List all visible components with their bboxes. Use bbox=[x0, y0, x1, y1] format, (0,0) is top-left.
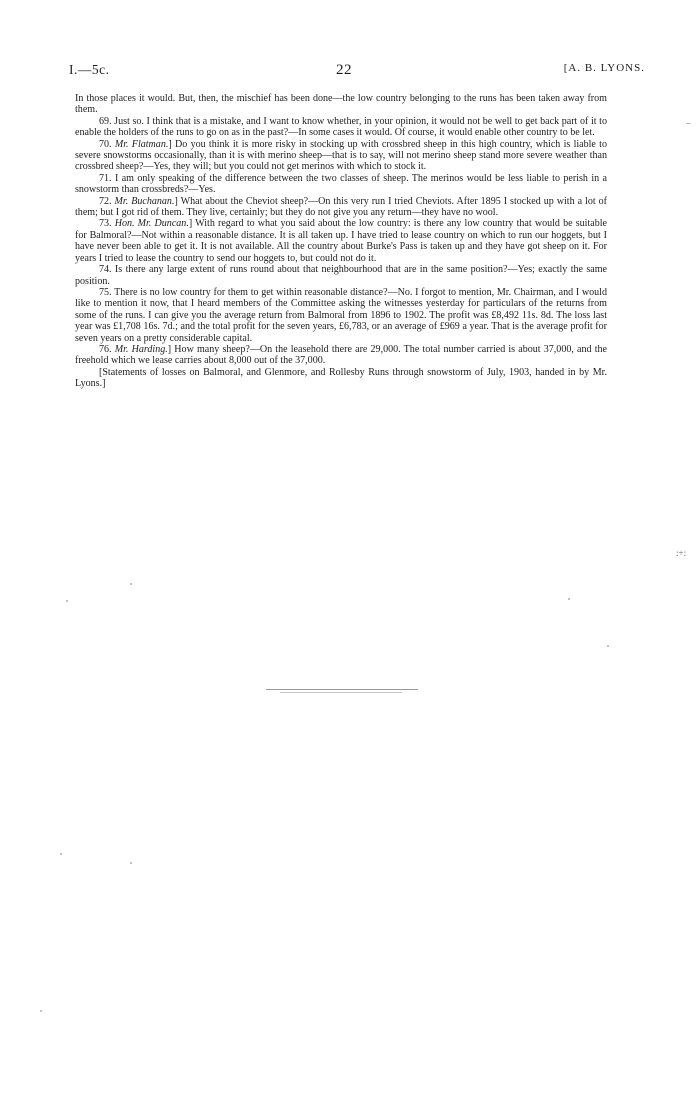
paragraph bbox=[75, 287, 607, 344]
paragraph-text: [Statements of losses on Balmoral, and Glenmore, and Rollesby Runs through snowstorm of July, 1903, handed in by Mr. Lyons.] bbox=[75, 366, 607, 390]
paper-speck bbox=[130, 862, 132, 864]
paragraph bbox=[75, 116, 607, 139]
speaker-name: Mr. Flatman. bbox=[114, 138, 169, 150]
paragraph bbox=[75, 139, 607, 173]
speaker-name: Hon. Mr. Duncan. bbox=[114, 218, 189, 230]
paragraph bbox=[75, 173, 607, 196]
paragraph bbox=[75, 264, 607, 287]
speaker-name: Mr. Harding. bbox=[114, 343, 168, 355]
margin-mark: – bbox=[686, 118, 691, 128]
paragraph bbox=[75, 367, 607, 390]
paragraph bbox=[75, 344, 607, 367]
paragraph bbox=[75, 196, 607, 219]
witness-name: [A. B. LYONS. bbox=[563, 62, 645, 74]
paragraph-text: In those places it would. But, then, the mischief has been done—the low country belonging to the runs has been taken away from them. bbox=[75, 93, 607, 116]
section-divider bbox=[266, 689, 418, 690]
page-header bbox=[69, 62, 645, 82]
paper-speck bbox=[60, 853, 62, 855]
paragraph-text: 76. bbox=[99, 343, 115, 355]
paragraph bbox=[75, 218, 607, 264]
paragraph-text: 74. Is there any large extent of runs round about that neighbourhood that are in the same position?—Yes; exactly the same position. bbox=[75, 264, 607, 287]
paper-speck bbox=[607, 645, 609, 647]
paragraph-text: 75. There is no low country for them to get within reasonable distance?—No. I forgot to mention, Mr. Chairman, and I would like to mention it now, that I heard members of the Committee asking the witnesses yesterday for particulars of the returns from some of the runs. I can give you the average return from Balmoral from 1896 to 1902. The profit was £8,492 11s. 8d. The loss last year was £1,708 16s. 7d.; and the total profit for the seven years, £6,783, or an average of £969 a year. That is the average profit for seven years on a pretty considerable capital. bbox=[75, 286, 607, 344]
paragraph bbox=[75, 93, 607, 116]
document-reference: I.—5c. bbox=[69, 62, 110, 77]
paragraph-text: ] What about the Cheviot sheep?—On this very run I tried Cheviots. After 1895 I stocked up with a lot of them; but I got rid of them. They live, certainly; but they do not give you any return—they have no wool. bbox=[75, 195, 608, 219]
paragraph-text: 72. bbox=[99, 195, 115, 207]
paragraph-text: 69. Just so. I think that is a mistake, and I want to know whether, in your opinion, it would not be well to get back part of it to enable the holders of the runs to go on as in the past?—In some cases it would. Of course, it would enable other country to be let. bbox=[75, 115, 607, 139]
section-divider-secondary bbox=[280, 692, 402, 693]
paragraph-text: 70. bbox=[99, 138, 115, 150]
speaker-name: Mr. Buchanan. bbox=[114, 195, 175, 207]
paragraph-text: ] With regard to what you said about the low country: is there any low country that would be suitable for Balmoral?—Not within a reasonable distance. It is all taken up. I have tried to lease country on which to run our hoggets, but I have never been able to get it. It is not available. All the country about Burke's Pass is taken up and they have got sheep on it. For years I tried to lease the country to send our hoggets to, but could not do it. bbox=[75, 218, 607, 264]
paper-speck bbox=[130, 583, 132, 585]
paper-speck bbox=[40, 1010, 42, 1012]
margin-mark: :+: bbox=[676, 548, 687, 558]
page-number: 22 bbox=[336, 62, 352, 78]
paragraph-text: 73. bbox=[99, 218, 115, 230]
paragraph-text: ] Do you think it is more risky in stocking up with crossbred sheep in this high country, which is liable to severe snowstorms occasionally, than it is with merino sheep—that is to say, will not merino sheep stand more severe weather than crossbred sheep?—Yes, they will; but you could not get merinos with which to stock it. bbox=[75, 138, 607, 173]
evidence-text bbox=[75, 93, 607, 390]
paper-speck bbox=[568, 598, 570, 600]
paper-speck bbox=[66, 600, 68, 602]
paragraph-text: ] How many sheep?—On the leasehold there are 29,000. The total number carried is about 37,000, and the freehold which we lease carries about 8,000 out of the 37,000. bbox=[75, 343, 607, 367]
paragraph-text: 71. I am only speaking of the difference between the two classes of sheep. The merinos would be less liable to perish in a snowstorm than crossbreds?—Yes. bbox=[75, 172, 607, 196]
